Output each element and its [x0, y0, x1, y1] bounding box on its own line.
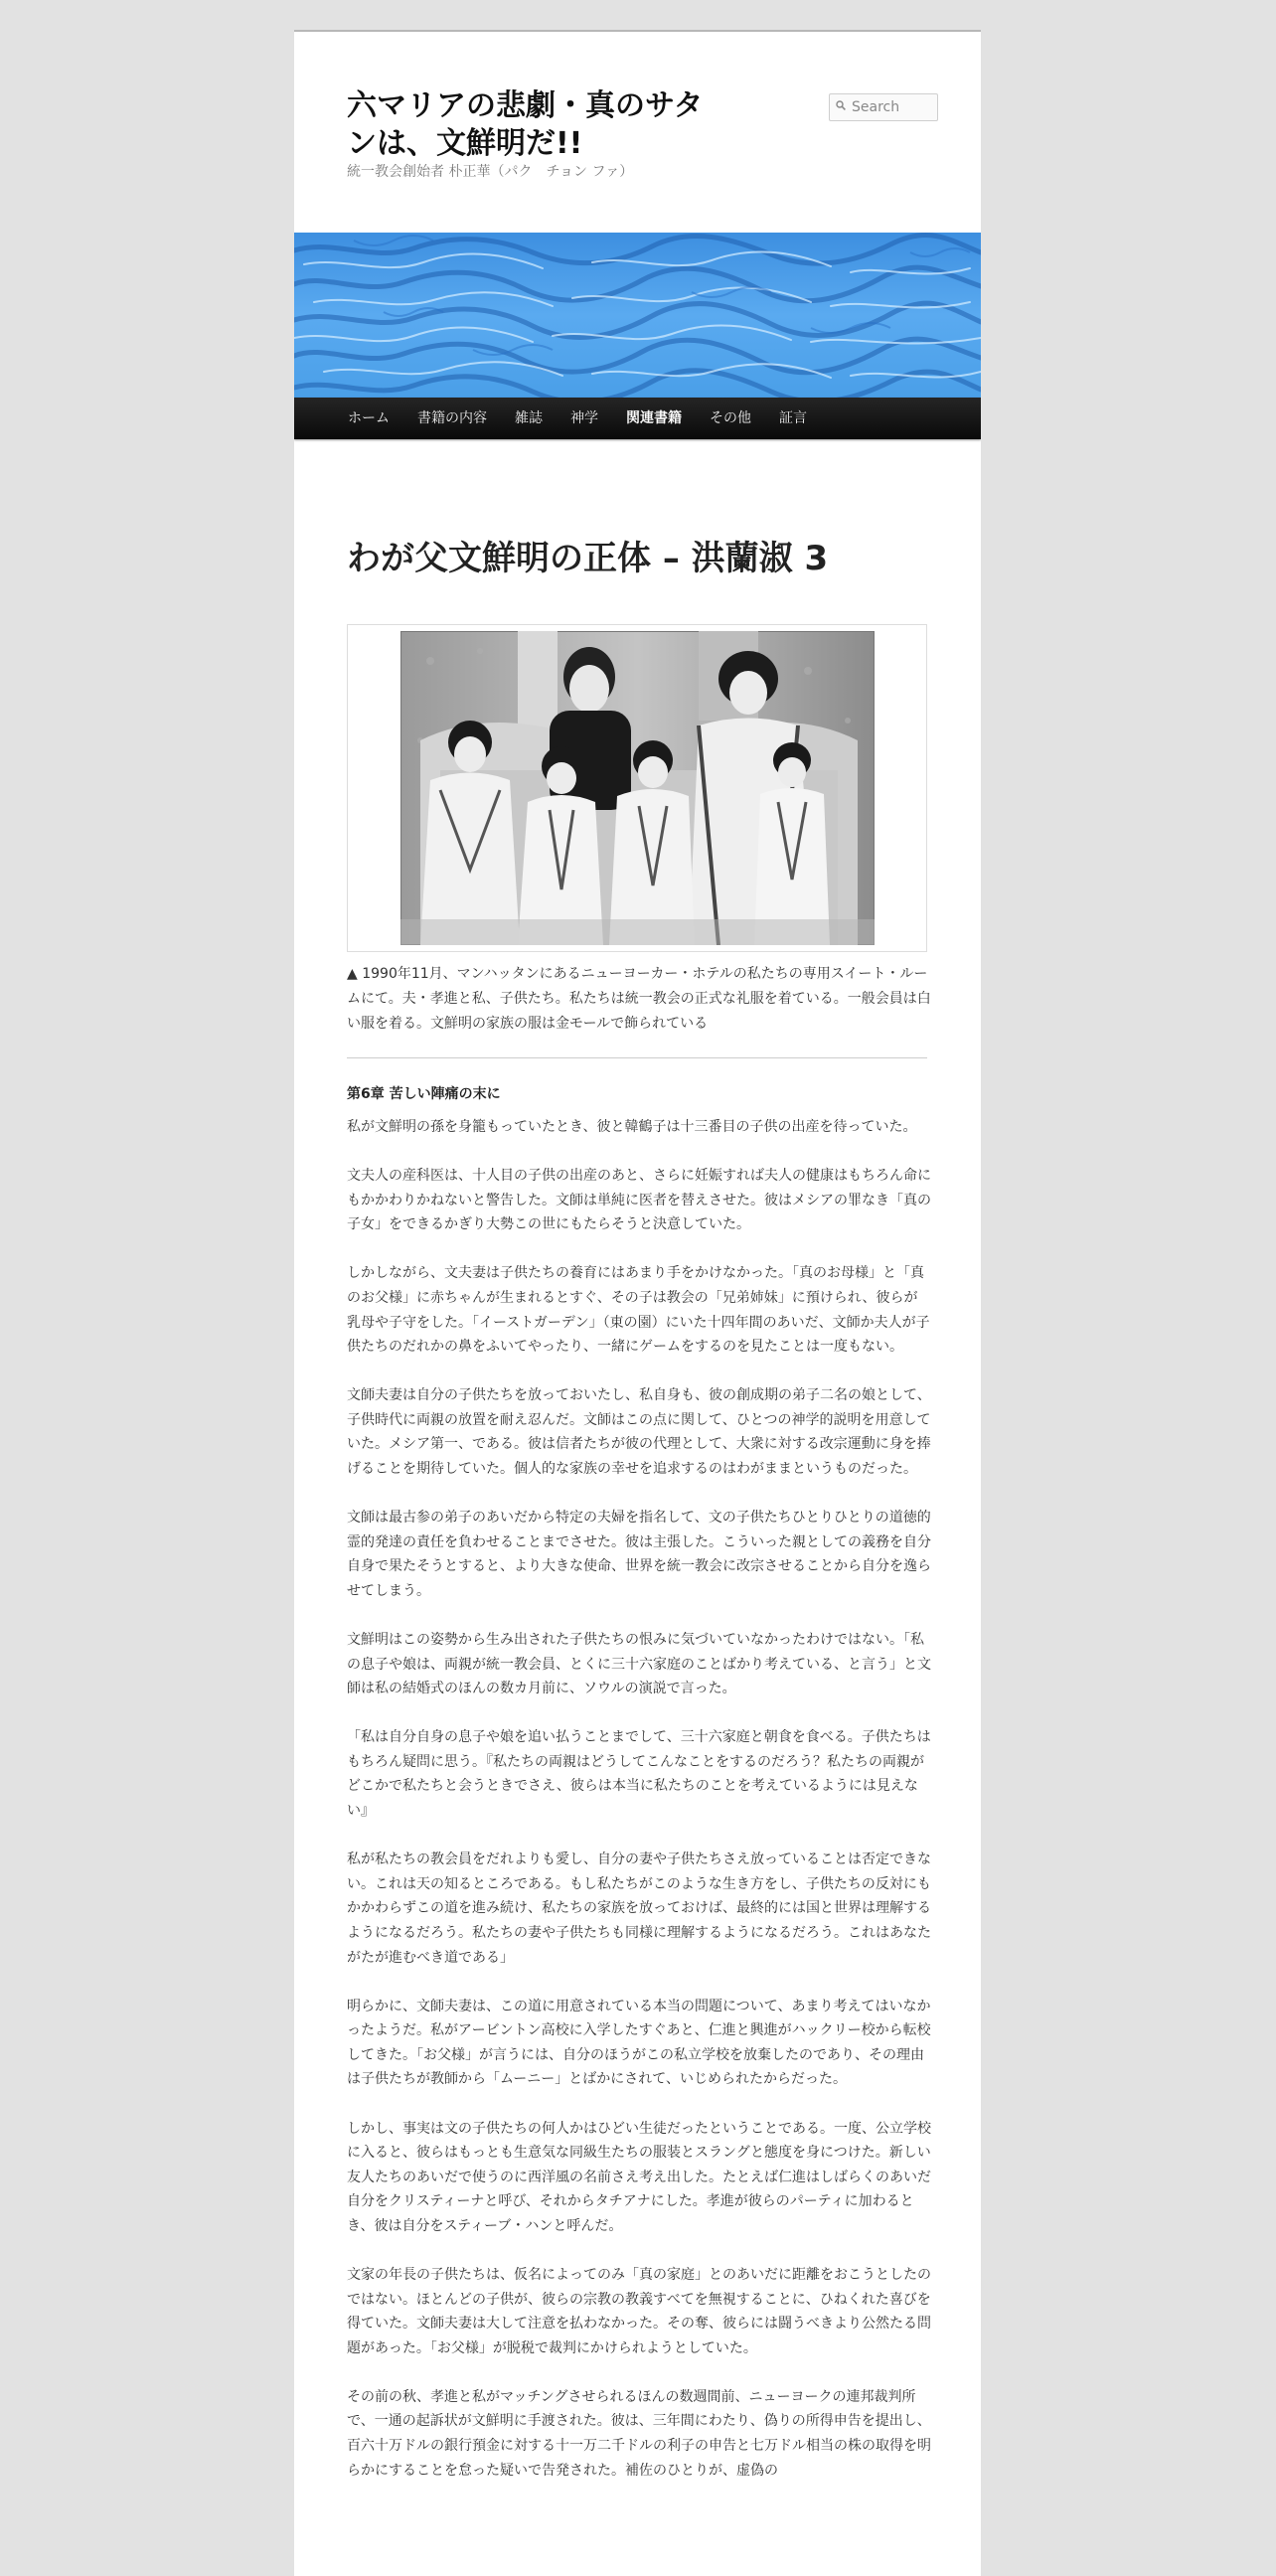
- chapter-heading: 第6章 苦しい陣痛の末に: [347, 1086, 501, 1102]
- nav-item-book-contents[interactable]: 書籍の内容: [417, 410, 487, 426]
- article-paragraph: 文家の年長の子供たちは、仮名によってのみ「真の家庭」とのあいだに距離をおこうとしたのではない。ほとんどの子供が、彼らの宗教の教義すべてを無視することに、ひねくれた喜びを得ていた。文師夫妻は大して注意を払わなかった。その奪、彼らには闘うべきより公然たる問題があった。「お父様」が脱税で裁判にかけられようとしていた。: [347, 2266, 931, 2356]
- nav-item-related-books[interactable]: 関連書籍: [626, 410, 682, 426]
- entry-title: わが父文鮮明の正体 – 洪蘭淑 3: [347, 539, 829, 578]
- article-paragraph: 文師は最古参の弟子のあいだから特定の夫婦を指名して、文の子供たちひとりひとりの道徳的霊的発達の責任を負わせることまでさせた。彼は主張した。こういった親としての義務を自分自身で果たそうとすると、より大きな使命、世界を統一教会に改宗させることから自分を逸らせてしまう。: [347, 1510, 931, 1599]
- article-paragraph: 文師夫妻は自分の子供たちを放っておいたし、私自身も、彼の創成期の弟子二名の娘として、子供時代に両親の放置を耐え忍んだ。文師はこの点に関して、ひとつの神学的説明を用意していた。メシア第一、である。彼は信者たちが彼の代理として、大衆に対する改宗運動に身を捧げることを期待していた。個人的な家族の幸せを追求するのはわがままというものだった。: [347, 1387, 931, 1478]
- main-navigation: [294, 398, 981, 439]
- article-body: [347, 1115, 931, 2507]
- article-paragraph: しかしながら、文夫妻は子供たちの養育にはあまり手をかけなかった。「真のお母様」と「真のお父様」に赤ちゃんが生まれるとすぐ、その子は教会の「兄弟姉妹」に預けられ、彼らが乳母や子守をした。「イーストガーデン」（東の園）にいた十四年間のあいだ、文師か夫人が子供たちのだれかの鼻をふいてやったり、一緒にゲームをするのを見たことは一度もない。: [347, 1265, 930, 1356]
- family-photo[interactable]: [400, 631, 875, 945]
- article-paragraph: 「私は自分自身の息子や娘を追い払うことまでして、三十六家庭と朝食を食べる。子供たちはもちろん疑問に思う。『私たちの両親はどうしてこんなことをするのだろう？私たちの両親がどこかで私たちと会うときでさえ、彼らは本当に私たちのことを考えているようには見えない』: [347, 1729, 931, 1820]
- article-paragraph: しかし、事実は文の子供たちの何人かはひどい生徒だったということである。一度、公立学校に入ると、彼らはもっとも生意気な同級生たちの服装とスラングと態度を身につけた。新しい友人たちのあいだで使うのに西洋風の名前さえ考え出した。たとえば仁進はしばらくのあいだ自分をクリスティーナと呼び、それからタチアナにした。孝進が彼らのパーティに加わるとき、彼は自分をスティーブ・ハンと呼んだ。: [347, 2120, 931, 2234]
- nav-item-home[interactable]: ホーム: [348, 410, 390, 426]
- nav-item-magazine[interactable]: 雑誌: [515, 410, 543, 426]
- nav-item-testimony[interactable]: 証言: [779, 410, 807, 426]
- divider: [347, 1057, 927, 1058]
- photo-caption: ▲ 1990年11月、マンハッタンにあるニューヨーカー・ホテルの私たちの専用スイート・ルームにて。夫・孝進と私、子供たち。私たちは統一教会の正式な礼服を着ている。一般会員は白い服を着る。文鮮明の家族の服は金モールで飾られている: [347, 966, 931, 1032]
- article-paragraph: 明らかに、文師夫妻は、この道に用意されている本当の問題について、あまり考えてはいなかったようだ。私がアービントン高校に入学したすぐあと、仁進と興進がハックリー校から転校してきた。「お父様」が言うには、自分のほうがこの私立学校を放棄したのであり、その理由は子供たちが教師から「ムーニー」とばかにされて、いじめられたからだった。: [347, 1998, 931, 2088]
- article-paragraph: 文夫人の産科医は、十人目の子供の出産のあと、さらに妊娠すれば夫人の健康はもちろん命にもかかわりかねないと警告した。文師は単純に医者を替えさせた。彼はメシアの罪なき「真の子女」をできるかぎり大勢この世にもたらそうと決意していた。: [347, 1168, 931, 1233]
- site-header: [294, 32, 981, 233]
- page: [294, 30, 981, 2576]
- header-banner-image[interactable]: [294, 233, 981, 398]
- article-paragraph: 文鮮明はこの姿勢から生み出された子供たちの恨みに気づいていなかったわけではない。「私の息子や娘は、両親が統一教会員、とくに三十六家庭のことばかり考えている、と言う」と文師は私の結婚式のほんの数カ月前に、ソウルの演説で言った。: [347, 1632, 931, 1697]
- site-description: 統一教会創始者 朴正華（パク チョン ファ）: [347, 164, 634, 180]
- water-pattern: [294, 233, 981, 398]
- nav-item-other[interactable]: その他: [710, 410, 751, 426]
- article-paragraph: 私が私たちの教会員をだれよりも愛し、自分の妻や子供たちさえ放っていることは否定できない。これは天の知るところである。もし私たちがこのような生き方をし、子供たちの反対にもかかわらずこの道を進み続け、私たちの家族を放っておけば、最終的には国と世界は理解するようになるだろう。私たちの妻や子供たちも同様に理解するようになるだろう。これはあなたがたが進むべき道である」: [347, 1852, 931, 1966]
- site-title[interactable]: 六マリアの悲劇・真のサタンは、文鮮明だ!!: [347, 88, 704, 161]
- photo-frame: [347, 624, 927, 952]
- search-input[interactable]: [852, 96, 935, 118]
- search-form[interactable]: [829, 93, 938, 121]
- search-icon: [836, 100, 846, 110]
- nav-item-theology[interactable]: 神学: [570, 410, 598, 426]
- article-paragraph: その前の秋、孝進と私がマッチングさせられるほんの数週間前、ニューヨークの連邦裁判所で、一通の起訴状が文鮮明に手渡された。彼は、三年間にわたり、偽りの所得申告を提出し、百六十万ドルの銀行預金に対する十一万二千ドルの利子の申告と七万ドル相当の株の取得を明らかにすることを怠った疑いで告発された。補佐のひとりが、虚偽の: [347, 2388, 931, 2479]
- article-paragraph: 私が文鮮明の孫を身籠もっていたとき、彼と韓鶴子は十三番目の子供の出産を待っていた。: [347, 1119, 917, 1135]
